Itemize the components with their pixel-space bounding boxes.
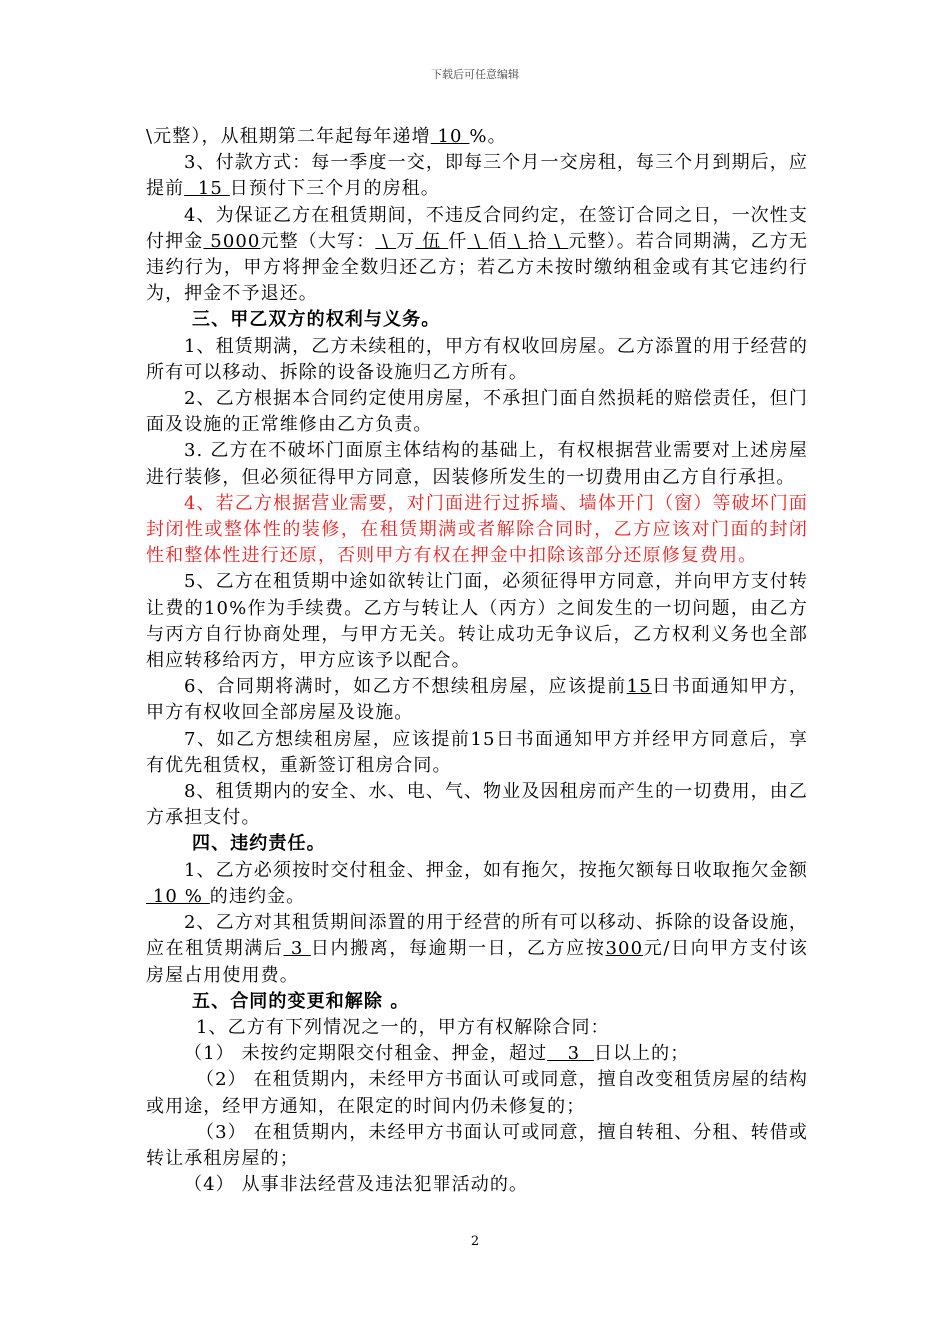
text-run: 日书面通知甲方，甲方有权收回全部房屋及设施。 — [146, 676, 808, 724]
filled-blank: 伍 — [415, 230, 449, 252]
filled-blank: 15 — [626, 676, 652, 698]
text-run: （1） 未按约定期限交付租金、押金，超过 — [184, 1043, 548, 1065]
text-run: 5、乙方在租赁期中途如欲转让门面，必须征得甲方同意，并向甲方支付转让费的10%作为手续费。乙方与转让人（丙方）之间发生的一切问题，由乙方与丙方自行协商处理，与甲方无关。转让成功无争议后，乙方权利义务也全部相应转移给丙方，甲方应该予以配合。 — [146, 571, 808, 672]
text-run: 2、乙方根据本合同约定使用房屋，不承担门面自然损耗的赔偿责任，但门面及设施的正常维修由乙方负责。 — [146, 388, 808, 436]
paragraph — [146, 491, 808, 570]
text-run: 三、甲乙双方的权利与义务。 — [192, 309, 441, 331]
paragraph — [146, 674, 808, 726]
text-run: 4、若乙方根据营业需要，对门面进行过拆墙、墙体开门（窗）等破坏门面封闭性或整体性的装修，在租赁期满或者解除合同时，乙方应该对门面的封闭性和整体性进行还原，否则甲方有权在押金中扣除该部分还原修复费用。 — [146, 492, 808, 567]
paragraph — [146, 1015, 808, 1041]
text-run: 6、合同期将满时，如乙方不想续租房屋，应该提前 — [184, 676, 627, 698]
text-run: 仟 — [448, 230, 468, 252]
text-run: 1、租赁期满，乙方未续租的，甲方有权收回房屋。乙方添置的用于经营的所有可以移动、拆除的设备设施归乙方所有。 — [146, 335, 808, 383]
page-number: 2 — [470, 1234, 480, 1249]
text-run: 2、乙方对其租赁期间添置的用于经营的所有可以移动、拆除的设备设施，应在租赁期满后 — [146, 912, 808, 960]
text-run: 1、乙方必须按时交付租金、押金，如有拖欠，按拖欠额每日收取拖欠金额 — [184, 859, 808, 881]
filled-blank: \ — [375, 230, 397, 252]
paragraph — [146, 1120, 808, 1172]
paragraph — [146, 1067, 808, 1119]
paragraph — [146, 203, 808, 308]
paragraph — [146, 727, 808, 779]
text-run: 元/日向甲方支付该房屋占用使用费。 — [146, 938, 809, 986]
section-heading — [146, 989, 808, 1015]
text-run: 1、乙方有下列情况之一的，甲方有权解除合同： — [196, 1016, 610, 1038]
paragraph — [146, 779, 808, 831]
filled-blank: \ — [507, 230, 529, 252]
text-run: 元整（大写： — [260, 230, 376, 252]
text-run: 五、合同的变更和解除 。 — [192, 990, 410, 1012]
paragraph — [146, 386, 808, 438]
text-run: 元整）。若合同期满，乙方无违约行为，甲方将押金全数归还乙方；若乙方未按时缴纳租金或有其它违约行为，押金不予退还。 — [146, 230, 809, 305]
filled-blank: \ — [547, 230, 569, 252]
paragraph — [146, 569, 808, 674]
filled-blank: \ — [467, 230, 489, 252]
text-run: 佰 — [488, 230, 508, 252]
text-run: （2） 在租赁期内，未经甲方书面认可或同意，擅自改变租赁房屋的结构或用途，经甲方通知，在限定的时间内仍未修复的； — [146, 1069, 808, 1117]
text-run: 日预付下三个月的房租。 — [229, 178, 440, 200]
paragraph — [146, 150, 808, 202]
text-run: 万 — [396, 230, 416, 252]
text-run: 3. 乙方在不破坏门面原主体结构的基础上，有权根据营业需要对上述房屋进行装修，但必须征得甲方同意，因装修所发生的一切费用由乙方自行承担。 — [146, 440, 808, 488]
filled-blank: 15 — [184, 178, 230, 200]
text-run: 四、违约责任。 — [192, 833, 326, 855]
section-heading — [146, 307, 808, 333]
paragraph — [146, 910, 808, 989]
text-run: 日以上的； — [593, 1043, 690, 1065]
page-header: 下载后可任意编辑 — [431, 68, 519, 81]
document-body — [146, 124, 808, 1198]
filled-blank: 5000 — [203, 230, 261, 252]
paragraph — [146, 1041, 808, 1067]
filled-blank: 10 — [430, 126, 470, 147]
paragraph — [146, 1172, 808, 1198]
filled-blank: 3 — [547, 1043, 594, 1065]
paragraph — [146, 124, 808, 150]
text-run: 的违约金。 — [209, 885, 306, 907]
paragraph — [146, 858, 808, 910]
section-heading — [146, 831, 808, 857]
filled-blank: 3 — [283, 938, 311, 960]
text-run: 3、付款方式：每一季度一交，即每三个月一交房租，每三个月到期后，应提前 — [146, 152, 808, 200]
filled-blank: 300 — [605, 938, 644, 960]
text-run: 4、为保证乙方在租赁期间，不违反合同约定，在签订合同之日，一次性支付押金 — [146, 204, 808, 252]
paragraph — [146, 438, 808, 490]
filled-blank: 10 % — [146, 885, 210, 907]
text-run: 8、租赁期内的安全、水、电、气、物业及因租房而产生的一切费用，由乙方承担支付。 — [146, 781, 808, 829]
text-run: （4） 从事非法经营及违法犯罪活动的。 — [184, 1174, 529, 1196]
text-run: %。 — [469, 126, 507, 147]
paragraph — [146, 334, 808, 386]
text-run: 拾 — [528, 230, 548, 252]
text-run: \元整），从租期第二年起每年递增 — [146, 126, 431, 147]
text-run: （3） 在租赁期内，未经甲方书面认可或同意，擅自转租、分租、转借或转让承租房屋的； — [146, 1121, 808, 1169]
text-run: 7、如乙方想续租房屋，应该提前15日书面通知甲方并经甲方同意后，享有优先租赁权，重新签订租房合同。 — [146, 728, 808, 776]
text-run: 日内搬离，每逾期一日，乙方应按 — [310, 938, 606, 960]
